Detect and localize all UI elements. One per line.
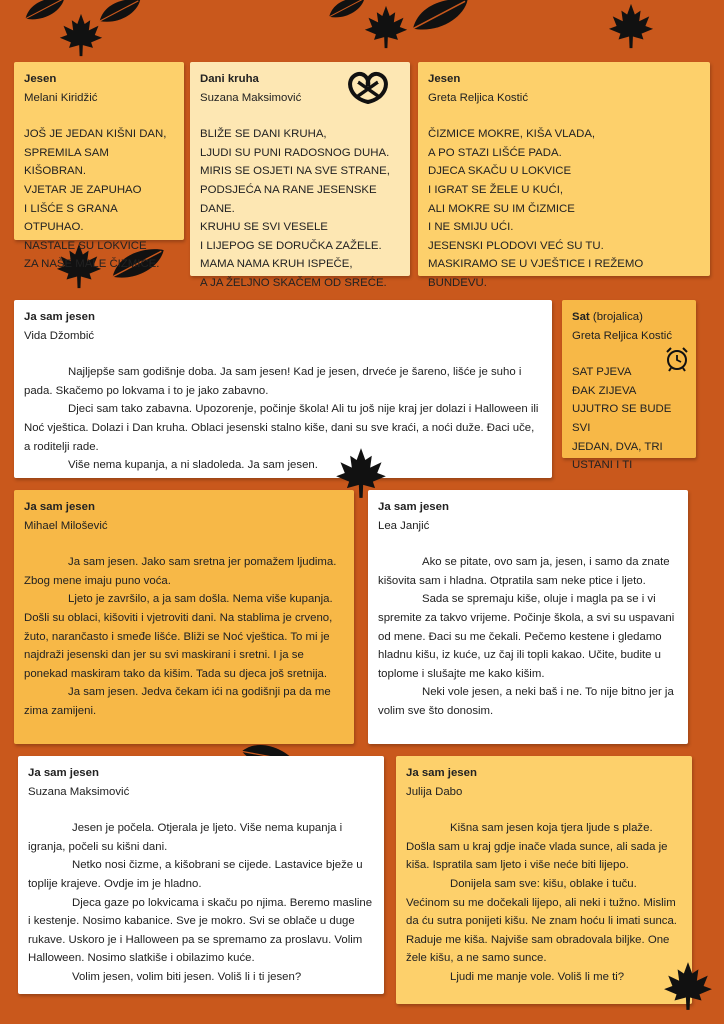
maple-leaf-icon (362, 4, 410, 50)
story-paragraph: Ja sam jesen. Jedva čekam ići na godišnji pa da me zima zamijeni. (24, 686, 331, 717)
poem-line: I NE SMIJU UĆI. (428, 221, 514, 234)
story-paragraph: Više nema kupanja, a ni sladoleda. Ja sam jesen. (68, 459, 318, 472)
story-paragraph: Volim jesen, volim biti jesen. Voliš li i ti jesen? (72, 970, 302, 983)
maple-leaf-icon (604, 2, 658, 50)
poem-card-dani-kruha (190, 62, 410, 289)
story-author: Julija Dabo (406, 785, 463, 798)
story-card-suzana (18, 756, 384, 994)
story-author: Suzana Maksimović (28, 785, 130, 798)
story-title: Ja sam jesen (378, 501, 449, 513)
poem-line: JOŠ JE JEDAN KIŠNI DAN, (24, 128, 167, 141)
poem-line: NASTALE SU LOKVICE (24, 239, 147, 252)
story-paragraph: Djeci sam tako zabavna. Upozorenje, počinje škola! Ali tu još nije kraj jer dolazi i Halloween ili Noć vještica. Dolazi i Dan kruha. Oblaci jesenski stalno kiše, dani su sve kraći, a noći duže. Đaci uče, a roditelji rade. (24, 403, 539, 453)
poem-line: LJUDI SU PUNI RADOSNOG DUHA. (200, 146, 390, 159)
oval-leaf-icon (326, 0, 366, 22)
story-paragraph: Najljepše sam godišnje doba. Ja sam jesen! Kad je jesen, drveće je šareno, lišće je suho i pada. Skačemo po lokvama i to je jako zabavno. (24, 366, 522, 397)
poem-line: JESENSKI PLODOVI VEĆ SU TU. (428, 239, 604, 252)
poem-line: UJUTRO SE BUDE SVI (572, 403, 672, 434)
poem-title: Dani kruha (200, 73, 259, 85)
pretzel-icon (344, 68, 392, 108)
story-paragraph: Ljeto je završilo, a ja sam došla. Nema više kupanja. Došli su oblaci, kišoviti i vjetroviti dani. Na stablima je crveno, žuto, narančasto i smeđe lišće. Bliži se Noć vještica. To mi je najdraži jesenski dan jer su svi maskirani i sretni. I ja se ponekad maskiram tako da kišim. Tada su djeca još sretnija. (24, 593, 333, 680)
story-paragraph: Ako se pitate, ovo sam ja, jesen, i samo da znate kišovita sam i hladna. Otpratila sam neke ptice i ljeto. (378, 556, 670, 587)
story-paragraph: Ja sam jesen. Jako sam sretna jer pomažem ljudima. Zbog mene imaju puno voća. (24, 556, 337, 587)
poem-card-jesen-greta (418, 62, 710, 289)
poem-line: JEDAN, DVA, TRI (572, 440, 663, 453)
story-card-lea (368, 490, 688, 744)
poem-line: I IGRAT SE ŽELE U KUĆI, (428, 183, 564, 196)
story-author: Mihael Milošević (24, 519, 108, 532)
poem-line: I LIŠĆE S GRANA OTPUHAO. (24, 202, 118, 234)
oval-leaf-icon (408, 0, 470, 34)
story-paragraph: Jesen je počela. Otjerala je ljeto. Više nema kupanja i igranja, počeli su kišni dani. (28, 822, 343, 853)
alarm-clock-icon (664, 346, 690, 372)
story-author: Lea Janjić (378, 519, 430, 532)
poem-line: MIRIS SE OSJETI NA SVE STRANE, (200, 165, 390, 178)
poem-line: KRUHU SE SVI VESELE (200, 221, 328, 234)
story-paragraph: Neki vole jesen, a neki baš i ne. To nije bitno jer ja volim sve što donosim. (378, 686, 674, 717)
poem-line: PODSJEĆA NA RANE JESENSKE DANE. (200, 183, 377, 215)
story-title: Ja sam jesen (406, 767, 477, 779)
poem-card-sat (562, 300, 696, 472)
poem-line: SAT PJEVA (572, 366, 632, 379)
poem-title: Jesen (428, 73, 461, 85)
story-card-vida (14, 300, 552, 478)
story-author: Vida Džombić (24, 329, 95, 342)
poem-line: BLIŽE SE DANI KRUHA, (200, 128, 327, 141)
oval-leaf-icon (96, 0, 142, 26)
poem-line: VJETAR JE ZAPUHAO (24, 183, 142, 196)
story-paragraph: Sada se spremaju kiše, oluje i magla pa se i vi spremite za takvo vrijeme. Počinje škola, a svi su uspavani od mene. Đaci su me čekali. Pečemo kestene i gledamo hladnu kišu, iz kuće, uz čaj ili topli kakao. Učite, budite u toplome i slušajte me kako kišim. (378, 593, 675, 680)
story-paragraph: Ljudi me manje vole. Voliš li me ti? (450, 970, 625, 983)
story-title: Ja sam jesen (24, 501, 95, 513)
poem-line: A PO STAZI LIŠĆE PADA. (428, 146, 562, 159)
maple-leaf-icon (662, 960, 714, 1012)
story-paragraph: Netko nosi čizme, a kišobrani se cijede. Lastavice bježe u toplije krajeve. Ovdje im je hladno. (28, 859, 363, 890)
poem-author: Suzana Maksimović (200, 91, 302, 104)
poem-author: Melani Kiridžić (24, 91, 98, 104)
poem-line: ČIZMICE MOKRE, KIŠA VLADA, (428, 128, 596, 141)
poem-card-jesen-melani (14, 62, 184, 271)
poem-line: DJECA SKAČU U LOKVICE (428, 165, 572, 178)
story-paragraph: Donijela sam sve: kišu, oblake i tuču. Većinom su me dočekali lijepo, ali neki i tužno. Mislim da ću sutra ponijeti kišu. Ne znam hoću li imati sunca. Raduje me kiša. Najviše sam obradovala biljke. One žele kišu, a ne samo sunce. (406, 877, 677, 965)
poem-author: Greta Reljica Kostić (572, 329, 673, 342)
poem-line: ALI MOKRE SU IM ČIZMICE (428, 202, 575, 215)
poem-author: Greta Reljica Kostić (428, 91, 529, 104)
story-paragraph: Djeca gaze po lokvicama i skaču po njima. Beremo masline i kestenje. Nosimo kabanice. Sve je mokro. Svi se oblače u duge rukave. Uskoro je i Halloween pa se spremamo za proslavu. Volim Halloween. Nosimo slatkiše i obilazimo kuće. (28, 896, 373, 965)
story-title: Ja sam jesen (28, 767, 99, 779)
poem-line: ĐAK ZIJEVA (572, 384, 637, 397)
poem-title: Jesen (24, 73, 57, 85)
poem-line: MAMA NAMA KRUH ISPEČE, (200, 258, 353, 271)
story-paragraph: Kišna sam jesen koja tjera ljude s plaže. Došla sam u kraj gdje inače vlada sunce, ali sada je kiša. Ispratila sam ljeto i više neće biti lijepo. (406, 822, 668, 872)
poem-line: I LIJEPOG SE DORUČKA ZAŽELE. (200, 239, 382, 252)
story-card-mihael (14, 490, 354, 744)
poem-line: ZA NAŠE MALE ČIZMICE. (24, 258, 160, 271)
poem-title: Sat (brojalica) (572, 311, 643, 323)
poem-line: SPREMILA SAM KIŠOBRAN. (24, 146, 109, 178)
poem-line: A JA ŽELJNO SKAČEM OD SREĆE. (200, 276, 387, 289)
poem-line: USTANI I TI (572, 459, 633, 472)
poem-line: MASKIRAMO SE U VJEŠTICE I REŽEMO BUNDEVU. (428, 258, 644, 289)
story-card-julija (396, 756, 692, 1004)
story-title: Ja sam jesen (24, 311, 95, 323)
